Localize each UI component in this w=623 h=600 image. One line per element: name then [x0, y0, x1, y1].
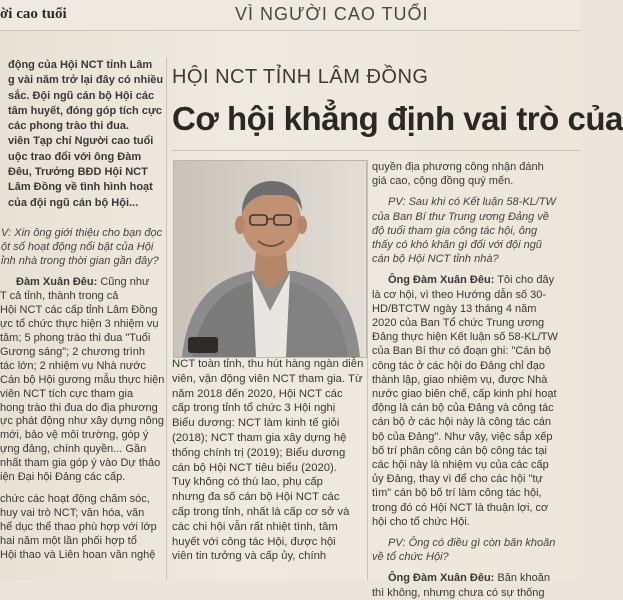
portrait-illustration	[174, 161, 366, 357]
body-line: (2018); NCT tham gia xây dựng hệ	[172, 431, 347, 444]
answer-text: Cũng như	[100, 276, 150, 289]
answer-first-line	[388, 273, 572, 287]
intro-line: động của Hội NCT tỉnh Lâm	[8, 59, 153, 71]
speaker-name: Ông Đàm Xuân Đêu:	[388, 572, 495, 585]
question-line: thấy có khó khăn gì đối với đội ngũ	[372, 239, 542, 252]
body-line: hội cho tổ chức Hội.	[372, 515, 470, 528]
intro-line: sắc. Đội ngũ cán bộ Hội các	[8, 89, 155, 102]
body-line: Gương sáng"; 2 chương trình	[0, 345, 145, 358]
portrait-photo	[173, 160, 367, 358]
body-line: ựng đảng, chính quyền... Gần	[0, 443, 147, 456]
intro-line: viên Tạp chí Người cao tuổi	[8, 135, 154, 148]
body-line: HD/BTCTW ngày 13 tháng 4 năm	[372, 302, 537, 315]
body-line: chức các hoạt động chăm sóc,	[0, 492, 150, 505]
speaker-name: Đàm Xuân Đêu:	[16, 276, 98, 289]
question-line: PV: Ông có điều gì còn băn khoăn	[388, 537, 556, 550]
body-line: các chi hội vẫn rất nhiệt tình, tâm	[172, 520, 338, 533]
body-line: thì không, nhưng chưa có sự thống	[372, 586, 545, 599]
body-line: hể dục thể thao phù hợp với lớp	[0, 520, 157, 533]
article-kicker: HỘI NCT TỈNH LÂM ĐỒNG	[172, 66, 429, 88]
body-line: viên tin tưởng và cấp ủy, chính	[172, 550, 327, 563]
section-title: VÌ NGƯỜI CAO TUỔI	[235, 4, 429, 24]
body-line: thống chính trị (2019); Biểu dương	[172, 446, 346, 459]
intro-line: Đêu, Trưởng BĐD Hội NCT	[8, 166, 148, 179]
body-line: mới, bảo vệ môi trường, góp ý	[0, 429, 149, 442]
intro-line: Lâm Đồng về tình hình hoạt	[8, 181, 153, 194]
intro-line: g vài năm trở lại đây có nhiều	[8, 74, 164, 87]
speaker-name: Ông Đàm Xuân Đêu:	[388, 274, 495, 287]
question-line: V: Xin ông giới thiệu cho bạn đọc	[1, 226, 163, 239]
page-header	[0, 0, 580, 31]
question-line: PV: Sau khi có Kết luận 58-KL/TW	[388, 196, 556, 209]
intro-line: của đội ngũ cán bộ Hội...	[8, 196, 139, 209]
body-line: ủy Đảng, thay vì để cho các hội "tự	[372, 473, 543, 486]
body-line: tác lớn; 2 nhiệm vụ Nhà nước	[0, 359, 146, 372]
body-line: nước giao biên chế, cấp kinh phí hoạt	[372, 388, 557, 401]
body-line: huyết với công tác Hội, được hội	[172, 535, 336, 548]
intro-paragraph	[8, 58, 162, 211]
intro-line: uộc trao đổi với ông Đàm	[8, 150, 142, 163]
body-line: cấp trong tỉnh tổ chức 3 Hội nghị	[172, 402, 336, 415]
column-divider-left	[166, 58, 167, 580]
question-line: cán bộ Hội NCT tỉnh nhà?	[372, 253, 499, 266]
body-line: bố trí phân công cán bộ công tác tại	[372, 444, 547, 457]
body-line: động là cán bộ của Đảng và công tác	[372, 402, 554, 415]
interview-question	[372, 195, 572, 266]
magazine-name: ời cao tuổi	[0, 6, 67, 22]
body-line: Hội thao và Liên hoan văn nghệ	[0, 548, 156, 561]
answer-paragraph	[372, 571, 572, 599]
body-line: của Ban Bí thư có đoạn ghi: "Cán bộ	[372, 345, 551, 358]
article-headline: Cơ hội khẳng định vai trò của	[172, 100, 623, 137]
answer-paragraph	[0, 276, 165, 485]
left-column	[0, 58, 165, 562]
intro-line: tâm huyết, đóng góp tích cực	[8, 104, 163, 117]
body-line: cán bộ Hội NCT tiêu biểu (2020).	[172, 461, 337, 474]
body-line: Biểu dương: NCT làm kinh tế giỏi	[172, 417, 340, 430]
answer-paragraph	[372, 273, 572, 529]
body-line: ực tổ chức thực hiện 3 nhiệm vụ	[0, 318, 159, 331]
body-line: T cả tỉnh, thành trong cả	[0, 290, 119, 303]
body-line: nhất tham gia góp ý vào Dự thảo	[0, 457, 161, 470]
body-line: huy vai trò NCT; văn hóa, văn	[0, 506, 145, 519]
body-line: nhưng đa số cán bộ Hội NCT các	[172, 491, 340, 504]
body-line: năm 2018 đến 2020, Hội NCT các	[172, 387, 343, 400]
body-line: thành lập, giao nhiệm vụ, được Nhà	[372, 373, 548, 386]
body-line: viên, vận động viên NCT tham gia. Từ	[172, 372, 363, 385]
question-line: ột số hoạt động nổi bật của Hội	[1, 240, 154, 253]
interview-question	[372, 536, 572, 564]
question-line: ỉnh nhà trong thời gian gần đây?	[1, 254, 159, 267]
body-line: tìm" cán bộ bố trí làm công tác hội,	[372, 487, 542, 500]
intro-line: các phong trào thi đua.	[8, 120, 130, 133]
interview-question	[1, 227, 162, 268]
body-line: Đảng thực hiện Kết luận số 58-KL/TW	[372, 331, 558, 344]
answer-text: Băn khoăn	[497, 572, 551, 585]
body-line: ực phát động như xây dựng nông	[0, 415, 164, 428]
body-line: Tuy không có thù lao, phụ cấp	[172, 476, 323, 489]
answer-text: Tôi cho đây	[497, 274, 555, 287]
column-divider-mid	[367, 160, 368, 580]
body-line: cấp trong tỉnh, nhất là cấp cơ sở và	[172, 505, 350, 518]
body-line: giá cao, cộng đồng quý mến.	[372, 175, 514, 188]
body-line: viên NCT tích cực tham gia	[0, 387, 134, 400]
right-column	[372, 160, 572, 600]
question-line: độ tuổi tham gia công tác hội, ông	[372, 224, 538, 237]
body-line: bộ của Đảng". Như vậy, việc sắp xếp	[372, 430, 553, 443]
question-line: về tổ chức Hội?	[372, 551, 449, 564]
body-line: 2020 của Ban Tổ chức Trung ương	[372, 317, 545, 330]
body-line: quyền địa phương công nhận đánh	[372, 161, 544, 173]
body-line: hong trào thi đua do địa phương	[0, 401, 158, 414]
answer-first-line	[16, 276, 162, 290]
body-line: iện Đại hội Đảng các cấp.	[0, 471, 126, 484]
body-paragraph	[0, 493, 162, 563]
question-line: của Ban Bí thư Trung ương Đảng về	[372, 210, 549, 223]
body-line: các hội này là nhiệm vụ của các cấp	[372, 459, 549, 472]
middle-column	[172, 357, 366, 564]
body-line: NCT toàn tỉnh, thu hút hàng ngàn diễn	[172, 358, 364, 370]
body-line: hai năm một lần phối hợp tổ	[0, 534, 137, 547]
body-line: là cơ hội, vì theo Hướng dẫn số 30-	[372, 288, 547, 301]
body-line: công tác ở các hội do Đảng chỉ đạo	[372, 359, 545, 372]
answer-first-line	[388, 571, 572, 585]
body-line: Hội NCT các cấp tỉnh Lâm Đồng	[0, 304, 158, 317]
body-line: tâm; 5 phong trào thi đua "Tuổi	[0, 331, 151, 344]
body-line: trong đó có Hội NCT là thuận lợi, cơ	[372, 501, 549, 514]
body-line: cán bộ ở các hội này là công tác cán	[372, 416, 552, 429]
body-line: Cán bộ Hội gương mẫu thực hiện	[0, 373, 165, 386]
headline-rule	[172, 150, 580, 151]
